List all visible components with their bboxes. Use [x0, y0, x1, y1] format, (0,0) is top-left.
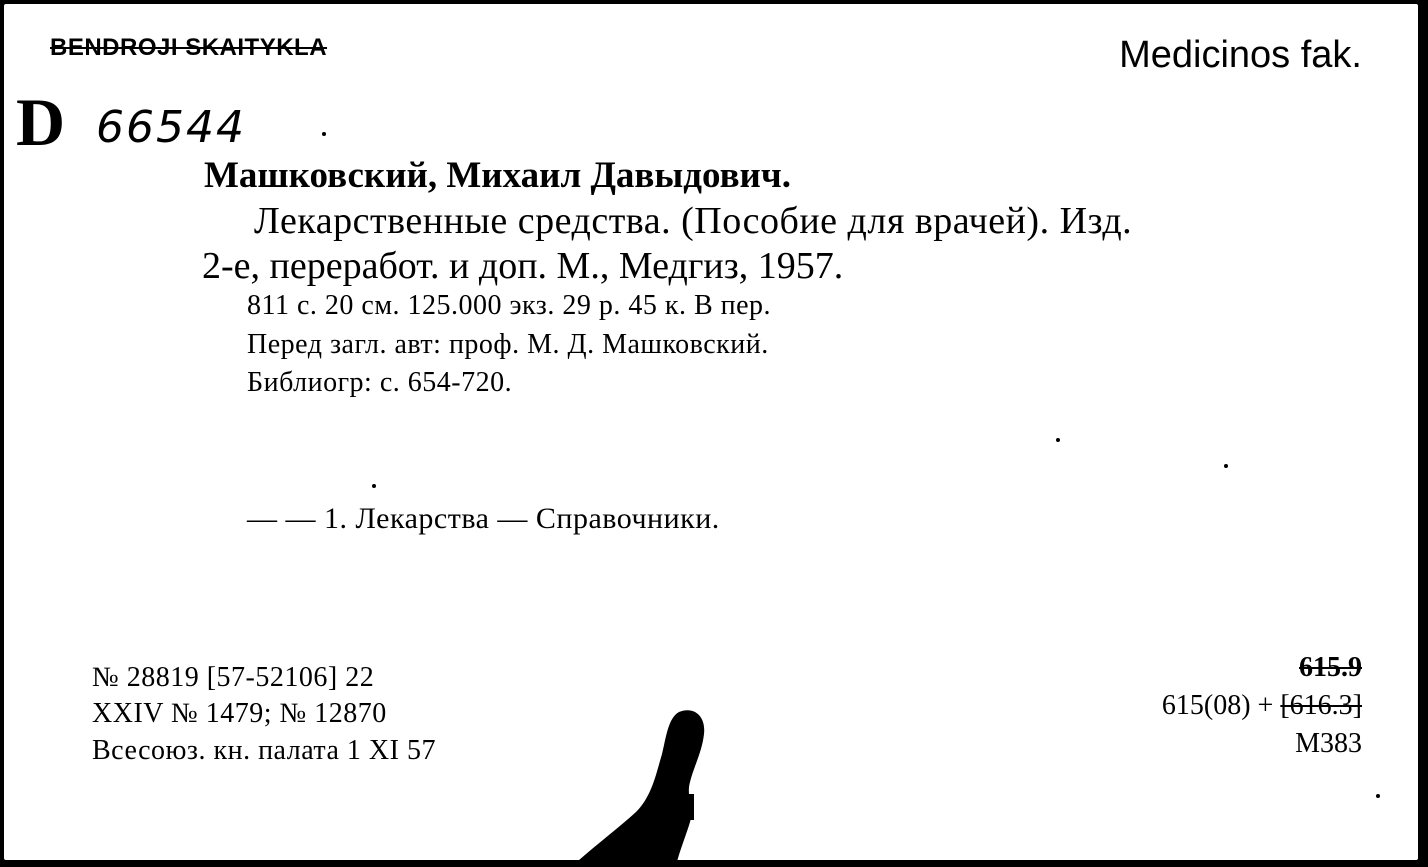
- speck: [1056, 438, 1060, 442]
- speck: [372, 484, 376, 488]
- call-letter: D: [16, 84, 66, 160]
- title-line-1: Лекарственные средства. (Пособие для врачей). Изд.: [254, 200, 1133, 242]
- registration-number: № 28819 [57-52106] 22: [92, 662, 375, 693]
- physical-description: 811 с. 20 см. 125.000 экз. 29 р. 45 к. В пер.: [247, 290, 772, 321]
- bibliography-note: Библиогр: с. 654-720.: [247, 367, 513, 398]
- speck: [1224, 464, 1228, 468]
- classification-udc: [1162, 690, 1362, 722]
- speck: [1376, 794, 1380, 798]
- chronicle-number: XXIV № 1479; № 12870: [92, 698, 387, 729]
- classification-struck: 615.9: [1299, 652, 1362, 683]
- udc-struck: [616.3]: [1280, 690, 1362, 721]
- author-heading: Машковский, Михаил Давыдович.: [204, 155, 791, 196]
- faculty-label: Medicinos fak.: [1119, 34, 1362, 76]
- author-note: Перед загл. авт: проф. М. Д. Машковский.: [247, 329, 769, 360]
- udc-plus: +: [1257, 690, 1274, 721]
- ink-blot-icon: [544, 704, 744, 860]
- stamp-reading-room: BENDROJI SKAITYKLA: [50, 34, 328, 61]
- title-line-2: 2-е, переработ. и доп. М., Медгиз, 1957.: [202, 245, 844, 287]
- subject-heading: — — 1. Лекарства — Справочники.: [247, 502, 720, 535]
- book-chamber-line: Всесоюз. кн. палата 1 XI 57: [92, 735, 436, 766]
- speck: [322, 132, 326, 136]
- catalog-card: [4, 4, 1418, 860]
- call-number: 66544: [96, 102, 246, 153]
- udc-main: 615(08): [1161, 690, 1251, 721]
- author-mark: М383: [1295, 728, 1362, 759]
